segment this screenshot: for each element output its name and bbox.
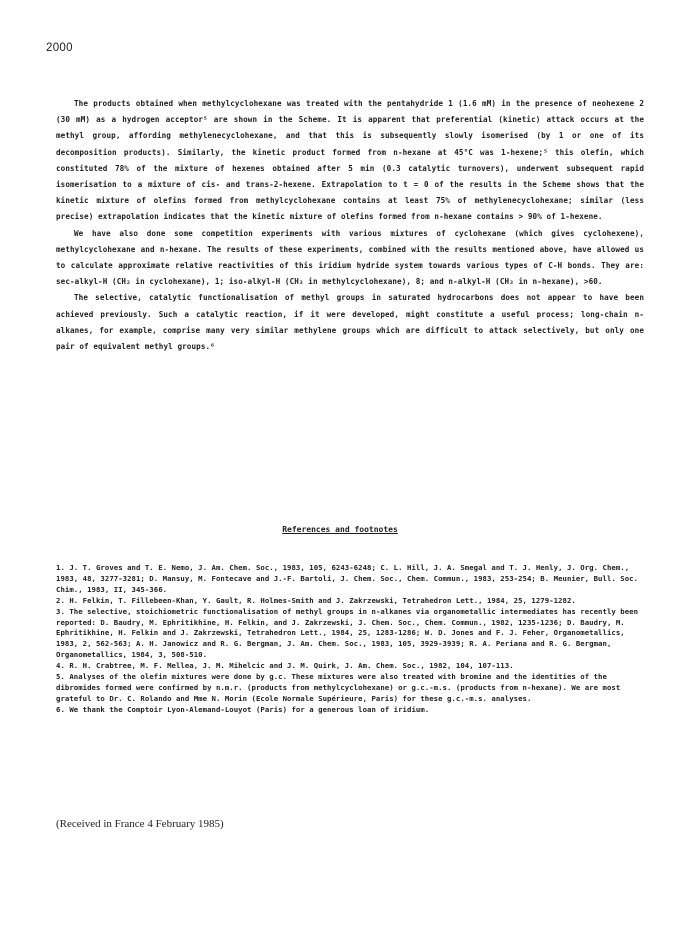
reference-item: 1. J. T. Groves and T. E. Nemo, J. Am. Chem. Soc., 1983, 105, 6243-6248; C. L. Hill, J. A. Smegal and T. J. Henly, J. Org. Chem., 1983, 48, 3277-3281; D. Mansuy, M. Fontecave and J.-F. Bartoli, J. Chem. Soc., Chem. Commun., 1983, 253-254; B. Meunier, Bull. Soc. Chim., 1983, II, 345-366. <box>56 563 639 594</box>
received-date: (Received in France 4 February 1985) <box>56 818 224 830</box>
body-paragraph: The products obtained when methylcyclohexane was treated with the pentahydride 1 (1.6 mM) in the presence of neohexene 2 (30 mM) as a hydrogen acceptor⁵ are shown in the Scheme. It is apparent that preferential (kinetic) attack occurs at the methyl group, affording methylenecyclohexane, and that this is subsequently slowly isomerised (by 1 or one of its decomposition products). Similarly, the kinetic product formed from n-hexane at 45°C was 1-hexene;⁵ this olefin, which constituted 78% of the mixture of hexenes obtained after 5 min (0.3 catalytic turnovers), underwent subsequent rapid isomerisation to a mixture of cis- and trans-2-hexene. Extrapolation to t = 0 of the results in the Scheme shows that the kinetic mixture of olefins formed from methylcyclohexane contains at least 75% of methylenecyclohexane; similar (less precise) extrapolation indicates that the kinetic mixture of olefins formed from n-hexane contains > 90% of 1-hexene. <box>56 99 644 222</box>
body-paragraph: We have also done some competition experiments with various mixtures of cyclohexane (which gives cyclohexene), methylcyclohexane and n-hexane. The results of these experiments, combined with the results mentioned above, have allowed us to calculate approximate relative reactivities of this iridium hydride system towards various types of C-H bonds. They are: sec-alkyl-H (CH₂ in cyclohexane), 1; iso-alkyl-H (CH₃ in methylcyclohexane), 8; and n-alkyl-H (CH₃ in n-hexane), >60. <box>56 228 644 287</box>
article-body <box>56 96 644 355</box>
references-heading: References and footnotes <box>282 525 398 534</box>
references-list <box>56 563 646 716</box>
reference-item: 5. Analyses of the olefin mixtures were done by g.c. These mixtures were also treated with bromine and the identities of the dibromides formed were confirmed by n.m.r. (products from methylcyclohexane) or g.c.-m.s. (products from n-hexane). We are most grateful to Dr. C. Rolando and Mme N. Morin (Ecole Normale Supérieure, Paris) for these g.c.-m.s. analyses. <box>56 672 621 703</box>
reference-item: 3. The selective, stoichiometric functionalisation of methyl groups in n-alkanes via organometallic intermediates has recently been reported: D. Baudry, M. Ephritikhine, H. Felkin, and J. Zakrzewski, J. Chem. Soc., Chem. Commun., 1982, 1235-1236; D. Baudry, M. Ephritikhine, H. Felkin and J. Zakrzewski, Tetrahedron Lett., 1984, 25, 1283-1286; W. D. Jones and F. J. Feher, Organometallics, 1983, 2, 562-563; A. H. Janowicz and R. G. Bergman, J. Am. Chem. Soc., 1983, 105, 3929-3939; R. A. Periana and R. G. Bergman, Organometallics, 1984, 3, 508-510. <box>56 606 639 660</box>
reference-item: 6. We thank the Comptoir Lyon-Alemand-Louyot (Paris) for a generous loan of iridium. <box>56 704 430 714</box>
reference-item: 4. R. H. Crabtree, M. F. Mellea, J. M. Mihelcic and J. M. Quirk, J. Am. Chem. Soc., 1982, 104, 107-113. <box>56 661 514 671</box>
reference-item: 2. H. Felkin, T. Fillebeen-Khan, Y. Gault, R. Holmes-Smith and J. Zakrzewski, Tetrahedron Lett., 1984, 25, 1279-1282. <box>56 595 576 605</box>
body-paragraph: The selective, catalytic functionalisation of methyl groups in saturated hydrocarbons does not appear to have been achieved previously. Such a catalytic reaction, if it were developed, might constitute a useful process; long-chain n-alkanes, for example, comprise many very similar methylene groups which are difficult to attack selectively, but only one pair of equivalent methyl groups.⁶ <box>56 293 644 352</box>
page-number: 2000 <box>46 42 73 54</box>
